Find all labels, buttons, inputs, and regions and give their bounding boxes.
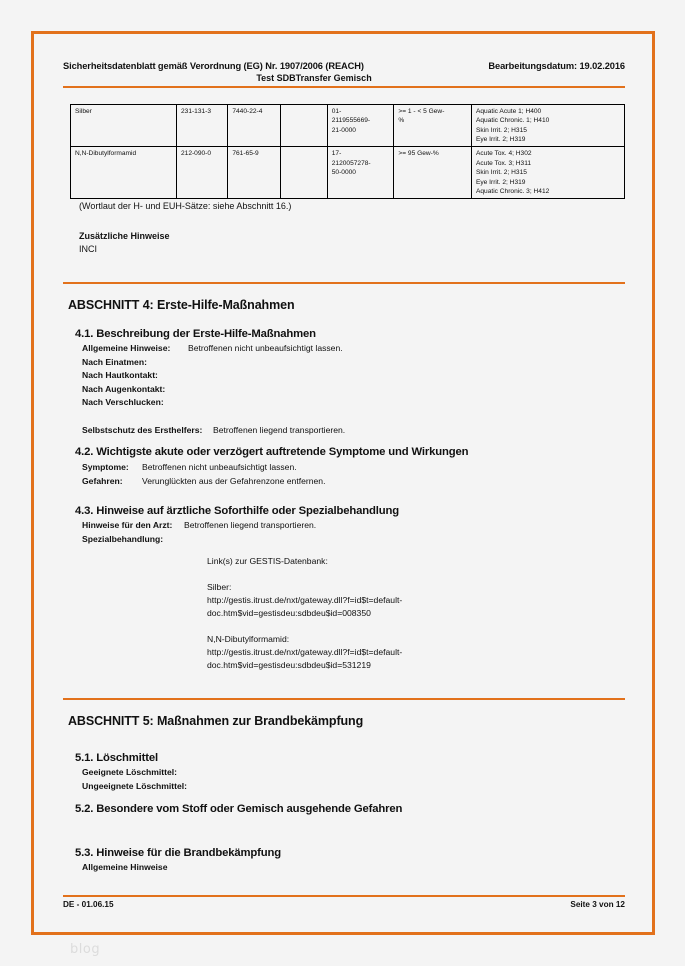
header-regulation-title: Sicherheitsdatenblatt gemäß Verordnung (EG) Nr. 1907/2006 (REACH) bbox=[63, 61, 364, 71]
field-row bbox=[82, 475, 325, 489]
footer-divider-rule bbox=[63, 895, 625, 897]
field-label: Selbstschutz des Ersthelfers: bbox=[82, 425, 203, 435]
subsection-5-1-heading: 5.1. Löschmittel bbox=[75, 752, 158, 764]
field-row bbox=[82, 369, 343, 383]
conc-line: % bbox=[398, 117, 405, 125]
gestis-link[interactable]: doc.htm$vid=gestisdeu:sdbdeu$id=531219 bbox=[207, 660, 371, 670]
section4-divider-rule bbox=[63, 282, 625, 284]
field-row bbox=[82, 396, 343, 410]
cell-cas-number: 7440-22-4 bbox=[228, 105, 280, 147]
cell-substance-name: Silber bbox=[71, 105, 177, 147]
hazard-line: Acute Tox. 4; H302 bbox=[475, 150, 532, 158]
field-row bbox=[82, 533, 316, 547]
cell-ec-number: 231-131-3 bbox=[176, 105, 227, 147]
document-content bbox=[34, 34, 652, 957]
field-row bbox=[82, 861, 168, 875]
field-label: Geeignete Löschmittel: bbox=[82, 767, 178, 777]
section5-divider-rule bbox=[63, 698, 625, 700]
reg-line: 2119555669- bbox=[331, 117, 371, 125]
hazard-line: Aquatic Chronic. 3; H412 bbox=[475, 187, 550, 195]
cell-reg-number bbox=[327, 147, 394, 199]
cell-concentration bbox=[394, 105, 472, 147]
field-label: Spezialbehandlung: bbox=[82, 533, 164, 544]
field-label: Nach Verschlucken: bbox=[82, 397, 164, 408]
field-value: Betroffenen nicht unbeaufsichtigt lassen. bbox=[188, 343, 343, 353]
gestis-entry bbox=[207, 633, 402, 672]
field-label: Nach Hautkontakt: bbox=[82, 370, 158, 381]
hazard-line: Skin Irrit. 2; H315 bbox=[475, 126, 527, 134]
subsection-4-3-fields bbox=[82, 519, 316, 546]
field-row bbox=[82, 780, 187, 794]
field-row bbox=[82, 356, 343, 370]
gestis-entry bbox=[207, 581, 402, 620]
table-row bbox=[71, 105, 625, 147]
hazard-line: Eye Irrit. 2; H319 bbox=[475, 136, 526, 144]
document-page-frame bbox=[31, 31, 655, 957]
gestis-substance-name: Silber: bbox=[207, 582, 232, 592]
footer-left-text: DE - 01.06.15 bbox=[63, 900, 114, 909]
watermark-blog: blog bbox=[70, 942, 101, 957]
hazard-line: Skin Irrit. 2; H315 bbox=[475, 169, 527, 177]
field-value: Betroffenen nicht unbeaufsichtigt lassen. bbox=[142, 462, 297, 472]
hazard-line: Eye Irrit. 2; H319 bbox=[475, 178, 526, 186]
field-row bbox=[82, 519, 316, 533]
header-product-name: Test SDBTransfer Gemisch bbox=[256, 73, 372, 83]
document-footer bbox=[63, 900, 625, 909]
conc-line: >= 1 - < 5 Gew- bbox=[398, 108, 445, 115]
footer-page-number: Seite 3 von 12 bbox=[570, 900, 625, 909]
field-label: Nach Einatmen: bbox=[82, 356, 147, 367]
cell-classification bbox=[471, 105, 624, 147]
subsection-5-2-heading: 5.2. Besondere vom Stoff oder Gemisch ausgehende Gefahren bbox=[75, 803, 403, 815]
hazard-line: Aquatic Chronic. 1; H410 bbox=[475, 117, 550, 125]
gestis-link-block bbox=[207, 555, 402, 685]
cell-substance-name: N,N-Dibutylformamid bbox=[71, 147, 177, 199]
field-row bbox=[82, 766, 187, 780]
reg-line: 17- bbox=[331, 150, 342, 158]
header-top-row bbox=[63, 61, 625, 71]
header-divider-rule bbox=[63, 86, 625, 88]
note-inci: INCI bbox=[79, 244, 97, 254]
field-label: Hinweise für den Arzt: bbox=[82, 520, 173, 530]
gestis-link[interactable]: http://gestis.itrust.de/nxt/gateway.dll?f=id$t=default- bbox=[207, 647, 403, 657]
field-label: Allgemeine Hinweise: bbox=[82, 343, 171, 353]
subsection-5-3-fields bbox=[82, 861, 168, 875]
subsection-4-2-heading: 4.2. Wichtigste akute oder verzögert auftretende Symptome und Wirkungen bbox=[75, 446, 469, 458]
conc-line: >= 95 Gew-% bbox=[398, 150, 439, 158]
note-wortlaut: (Wortlaut der H- und EUH-Sätze: siehe Abschnitt 16.) bbox=[79, 201, 292, 211]
table-row bbox=[71, 147, 625, 199]
reg-line: 50-0000 bbox=[331, 169, 356, 177]
field-label: Ungeeignete Löschmittel: bbox=[82, 780, 188, 791]
subsection-4-1-heading: 4.1. Beschreibung der Erste-Hilfe-Maßnahmen bbox=[75, 328, 316, 340]
field-row bbox=[82, 383, 343, 397]
cell-classification bbox=[471, 147, 624, 199]
subsection-4-3-heading: 4.3. Hinweise auf ärztliche Soforthilfe oder Spezialbehandlung bbox=[75, 505, 400, 517]
gestis-link[interactable]: doc.htm$vid=gestisdeu:sdbdeu$id=008350 bbox=[207, 608, 371, 618]
subsection-4-2-fields bbox=[82, 461, 325, 488]
cell-index-number bbox=[280, 147, 327, 199]
cell-concentration bbox=[394, 147, 472, 199]
gestis-link[interactable]: http://gestis.itrust.de/nxt/gateway.dll?f=id$t=default- bbox=[207, 595, 403, 605]
field-value: Betroffenen liegend transportieren. bbox=[213, 425, 346, 435]
subsection-5-1-fields bbox=[82, 766, 187, 793]
field-label: Gefahren: bbox=[82, 475, 123, 486]
gestis-title: Link(s) zur GESTIS-Datenbank: bbox=[207, 556, 328, 566]
document-header bbox=[63, 61, 625, 83]
reg-line: 21-0000 bbox=[331, 126, 356, 134]
substance-composition-table bbox=[70, 104, 625, 199]
field-row bbox=[82, 424, 345, 438]
field-row bbox=[82, 461, 325, 475]
field-value: Betroffenen liegend transportieren. bbox=[184, 520, 317, 530]
field-row bbox=[82, 342, 343, 356]
section5-heading: ABSCHNITT 5: Maßnahmen zur Brandbekämpfung bbox=[68, 714, 364, 728]
field-label: Symptome: bbox=[82, 462, 129, 472]
field-selbstschutz bbox=[82, 424, 345, 438]
note-additional-heading: Zusätzliche Hinweise bbox=[79, 231, 170, 241]
subsection-5-3-heading: 5.3. Hinweise für die Brandbekämpfung bbox=[75, 847, 281, 859]
reg-line: 2120057278- bbox=[331, 159, 371, 167]
gestis-substance-name: N,N-Dibutylformamid: bbox=[207, 634, 290, 644]
field-label: Allgemeine Hinweise bbox=[82, 862, 168, 872]
cell-ec-number: 212-090-0 bbox=[176, 147, 227, 199]
hazard-line: Acute Tox. 3; H311 bbox=[475, 159, 532, 167]
field-label: Nach Augenkontakt: bbox=[82, 383, 166, 394]
header-revision-date: Bearbeitungsdatum: 19.02.2016 bbox=[488, 61, 625, 71]
cell-index-number bbox=[280, 105, 327, 147]
hazard-line: Aquatic Acute 1; H400 bbox=[475, 108, 542, 115]
subsection-4-1-fields bbox=[82, 342, 343, 410]
cell-reg-number bbox=[327, 105, 394, 147]
reg-line: 01- bbox=[331, 108, 342, 115]
cell-cas-number: 761-65-9 bbox=[228, 147, 280, 199]
field-value: Verunglückten aus der Gefahrenzone entfernen. bbox=[142, 475, 326, 486]
section4-heading: ABSCHNITT 4: Erste-Hilfe-Maßnahmen bbox=[68, 298, 295, 312]
